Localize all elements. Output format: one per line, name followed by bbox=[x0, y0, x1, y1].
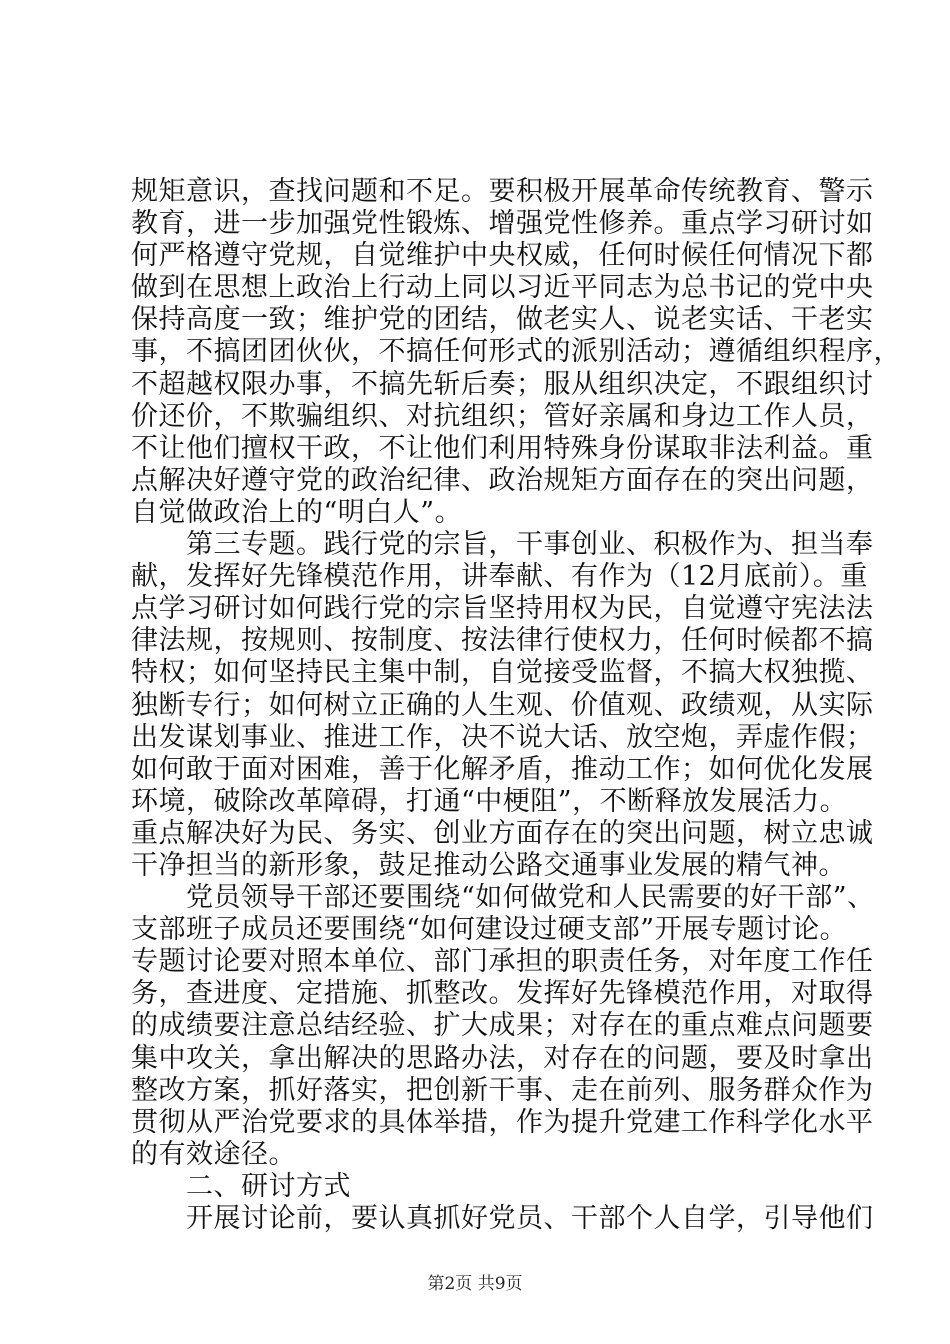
text-line: 价还价，不欺骗组织、对抗组织；管好亲属和身边工作人员， bbox=[131, 400, 874, 432]
text-line: 规矩意识，查找问题和不足。要积极开展革命传统教育、警示 bbox=[131, 176, 874, 207]
text-line: 事，不搞团团伙伙，不搞任何形式的派别活动；遵循组织程序， bbox=[131, 336, 901, 368]
text-line: 律法规，按规则、按制度、按法律行使权力，任何时候都不搞 bbox=[131, 625, 874, 657]
text-line: 不超越权限办事，不搞先斩后奏；服从组织决定，不跟组织讨 bbox=[131, 368, 874, 400]
text-line: 贯彻从严治党要求的具体举措，作为提升党建工作科学化水平 bbox=[131, 1106, 874, 1138]
text-line: 出发谋划事业、推进工作，决不说大话、放空炮，弄虚作假； bbox=[131, 721, 874, 753]
text-line: 第三专题。践行党的宗旨，干事创业、积极作为、担当奉 bbox=[131, 529, 874, 561]
text-line: 自觉做政治上的“明白人”。 bbox=[131, 496, 463, 528]
text-line: 集中攻关，拿出解决的思路办法，对存在的问题，要及时拿出 bbox=[131, 1042, 874, 1074]
text-line: 环境，破除改革障碍，打通“中梗阻”，不断释放发展活力。 bbox=[131, 785, 848, 817]
text-line: 如何敢于面对困难，善于化解矛盾，推动工作；如何优化发展 bbox=[131, 753, 874, 785]
text-line: 的成绩要注意总结经验、扩大成果；对存在的重点难点问题要 bbox=[131, 1010, 874, 1042]
text-line: 点解决好遵守党的政治纪律、政治规矩方面存在的突出问题， bbox=[131, 464, 874, 496]
text-line: 不让他们擅权干政，不让他们利用特殊身份谋取非法利益。重 bbox=[131, 432, 874, 464]
text-line: 献，发挥好先锋模范作用，讲奉献、有作为（12月底前）。重 bbox=[131, 561, 868, 593]
text-line: 特权；如何坚持民主集中制，自觉接受监督，不搞大权独揽、 bbox=[131, 657, 874, 689]
text-line: 的有效途径。 bbox=[131, 1138, 296, 1170]
text-line: 点学习研讨如何践行党的宗旨坚持用权为民，自觉遵守宪法法 bbox=[131, 593, 874, 625]
text-line: 重点解决好为民、务实、创业方面存在的突出问题，树立忠诚 bbox=[131, 817, 874, 849]
text-line: 务，查进度、定措施、抓整改。发挥好先锋模范作用，对取得 bbox=[131, 978, 874, 1010]
section-heading: 二、研讨方式 bbox=[131, 1170, 351, 1202]
text-line: 干净担当的新形象，鼓足推动公路交通事业发展的精气神。 bbox=[131, 849, 846, 881]
text-line: 专题讨论要对照本单位、部门承担的职责任务，对年度工作任 bbox=[131, 946, 874, 978]
text-line: 开展讨论前，要认真抓好党员、干部个人自学，引导他们 bbox=[131, 1203, 874, 1234]
text-line: 党员领导干部还要围绕“如何做党和人民需要的好干部”、 bbox=[131, 882, 875, 914]
document-body bbox=[131, 176, 901, 1235]
text-line: 做到在思想上政治上行动上同以习近平同志为总书记的党中央 bbox=[131, 272, 874, 304]
text-line: 整改方案，抓好落实，把创新干事、走在前列、服务群众作为 bbox=[131, 1074, 874, 1106]
text-line: 独断专行；如何树立正确的人生观、价值观、政绩观，从实际 bbox=[131, 689, 874, 721]
text-line: 何严格遵守党规，自觉维护中央权威，任何时候任何情况下都 bbox=[131, 240, 874, 272]
text-line: 教育，进一步加强党性锻炼、增强党性修养。重点学习研讨如 bbox=[131, 208, 874, 240]
text-line: 支部班子成员还要围绕“如何建设过硬支部”开展专题讨论。 bbox=[131, 914, 848, 946]
text-line: 保持高度一致；维护党的团结，做老实人、说老实话、干老实 bbox=[131, 304, 874, 336]
page-number-footer: 第2页 共9页 bbox=[427, 1274, 523, 1294]
